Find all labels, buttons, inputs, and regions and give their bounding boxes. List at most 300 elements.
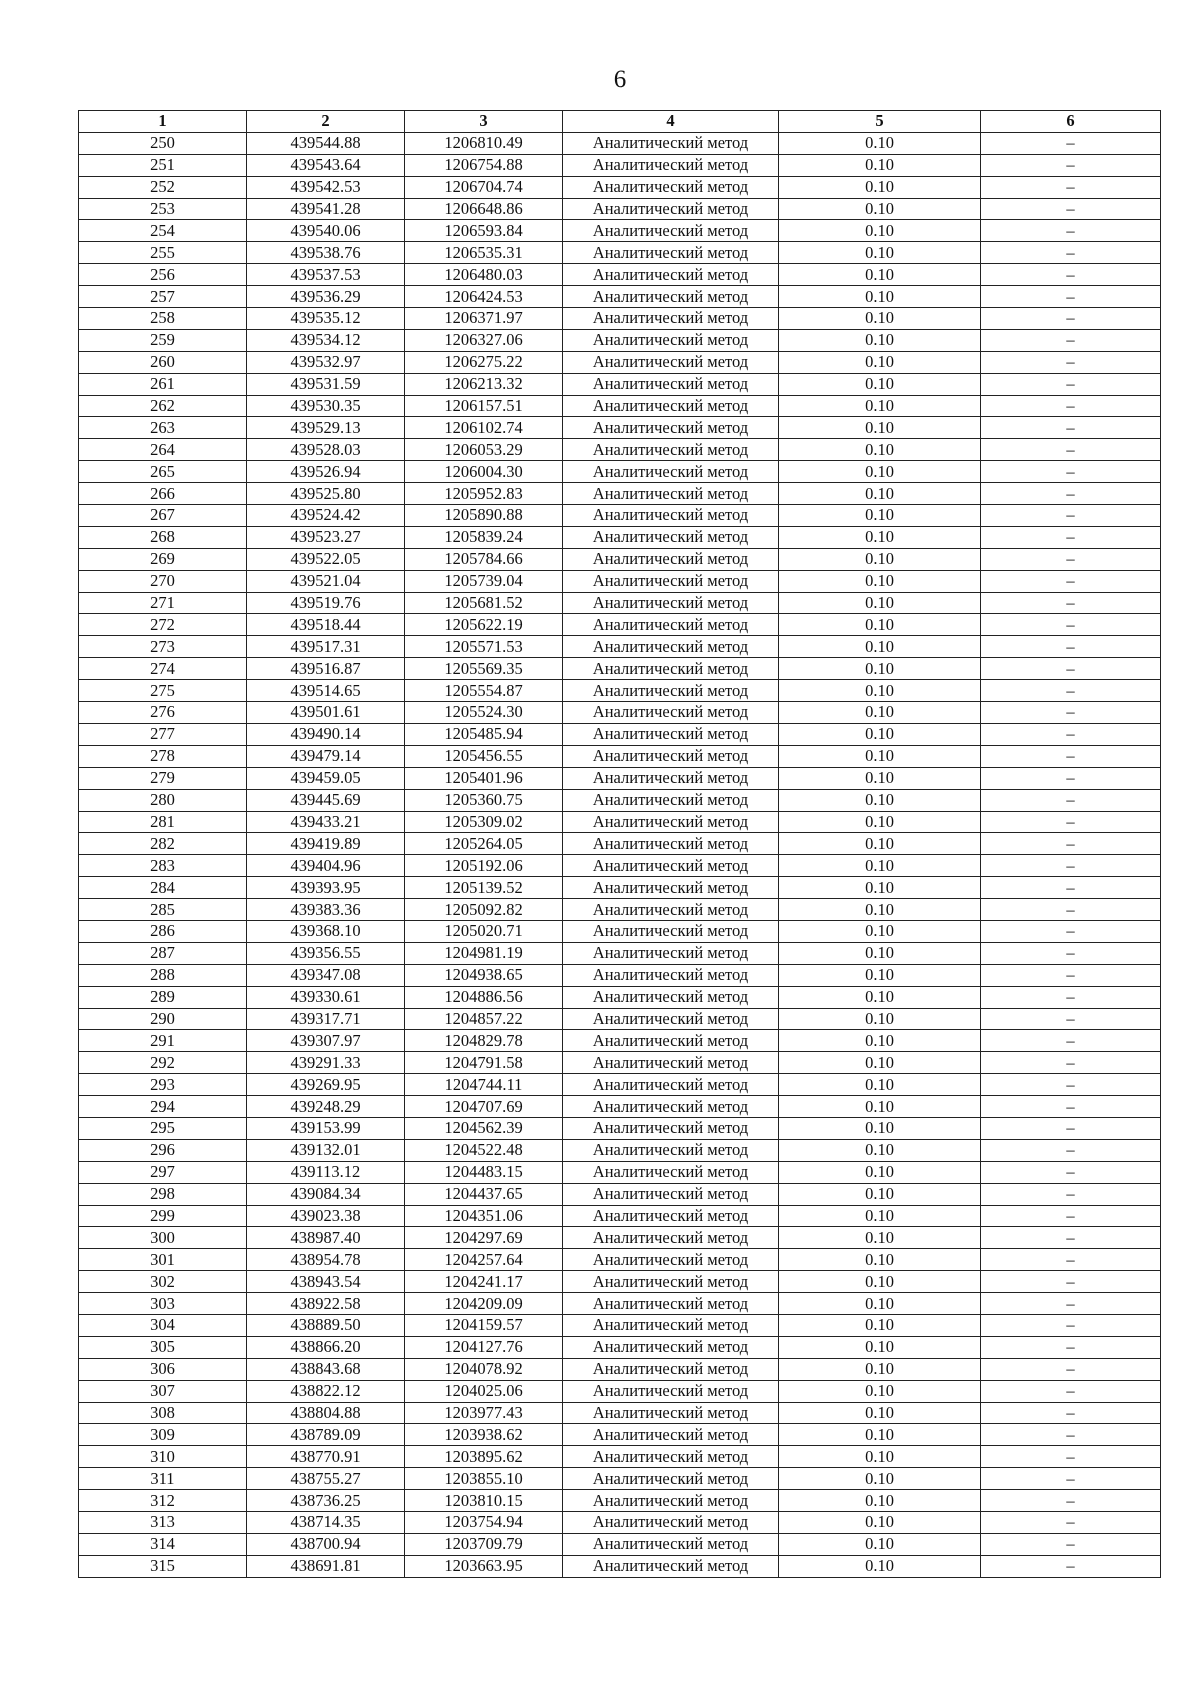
- accuracy-cell: 0.10: [779, 1249, 981, 1271]
- point-number-cell: 285: [79, 899, 247, 921]
- table-row: [79, 1074, 1161, 1096]
- method-cell: Аналитический метод: [563, 877, 779, 899]
- method-cell: Аналитический метод: [563, 1096, 779, 1118]
- table-row: [79, 1446, 1161, 1468]
- y-coordinate-cell: 1205309.02: [405, 811, 563, 833]
- accuracy-cell: 0.10: [779, 1008, 981, 1030]
- method-cell: Аналитический метод: [563, 614, 779, 636]
- y-coordinate-cell: 1204857.22: [405, 1008, 563, 1030]
- x-coordinate-cell: 438789.09: [247, 1424, 405, 1446]
- accuracy-cell: 0.10: [779, 198, 981, 220]
- x-coordinate-cell: 439544.88: [247, 132, 405, 154]
- point-number-cell: 268: [79, 526, 247, 548]
- point-number-cell: 313: [79, 1512, 247, 1534]
- method-cell: Аналитический метод: [563, 1227, 779, 1249]
- x-coordinate-cell: 438954.78: [247, 1249, 405, 1271]
- y-coordinate-cell: 1203895.62: [405, 1446, 563, 1468]
- method-cell: Аналитический метод: [563, 1402, 779, 1424]
- accuracy-cell: 0.10: [779, 242, 981, 264]
- accuracy-cell: 0.10: [779, 1402, 981, 1424]
- column-header-1: 1: [79, 111, 247, 133]
- x-coordinate-cell: 438770.91: [247, 1446, 405, 1468]
- accuracy-cell: 0.10: [779, 1358, 981, 1380]
- y-coordinate-cell: 1203754.94: [405, 1512, 563, 1534]
- point-number-cell: 292: [79, 1052, 247, 1074]
- y-coordinate-cell: 1204707.69: [405, 1096, 563, 1118]
- remark-cell: –: [981, 767, 1161, 789]
- y-coordinate-cell: 1206535.31: [405, 242, 563, 264]
- x-coordinate-cell: 439516.87: [247, 658, 405, 680]
- y-coordinate-cell: 1205571.53: [405, 636, 563, 658]
- x-coordinate-cell: 439404.96: [247, 855, 405, 877]
- table-row: [79, 1293, 1161, 1315]
- method-cell: Аналитический метод: [563, 745, 779, 767]
- method-cell: Аналитический метод: [563, 855, 779, 877]
- y-coordinate-cell: 1206480.03: [405, 264, 563, 286]
- coordinates-table-container: [78, 110, 1160, 1578]
- x-coordinate-cell: 438866.20: [247, 1336, 405, 1358]
- accuracy-cell: 0.10: [779, 373, 981, 395]
- column-header-4: 4: [563, 111, 779, 133]
- method-cell: Аналитический метод: [563, 154, 779, 176]
- table-row: [79, 877, 1161, 899]
- y-coordinate-cell: 1204351.06: [405, 1205, 563, 1227]
- remark-cell: –: [981, 964, 1161, 986]
- point-number-cell: 314: [79, 1533, 247, 1555]
- x-coordinate-cell: 438822.12: [247, 1380, 405, 1402]
- method-cell: Аналитический метод: [563, 176, 779, 198]
- remark-cell: –: [981, 1512, 1161, 1534]
- point-number-cell: 261: [79, 373, 247, 395]
- point-number-cell: 280: [79, 789, 247, 811]
- y-coordinate-cell: 1206593.84: [405, 220, 563, 242]
- accuracy-cell: 0.10: [779, 1161, 981, 1183]
- table-row: [79, 1249, 1161, 1271]
- x-coordinate-cell: 439459.05: [247, 767, 405, 789]
- remark-cell: –: [981, 1008, 1161, 1030]
- table-row: [79, 658, 1161, 680]
- method-cell: Аналитический метод: [563, 1380, 779, 1402]
- x-coordinate-cell: 439523.27: [247, 526, 405, 548]
- accuracy-cell: 0.10: [779, 220, 981, 242]
- y-coordinate-cell: 1206327.06: [405, 329, 563, 351]
- remark-cell: –: [981, 1052, 1161, 1074]
- y-coordinate-cell: 1204744.11: [405, 1074, 563, 1096]
- x-coordinate-cell: 439526.94: [247, 461, 405, 483]
- table-row: [79, 286, 1161, 308]
- point-number-cell: 258: [79, 308, 247, 330]
- accuracy-cell: 0.10: [779, 329, 981, 351]
- point-number-cell: 293: [79, 1074, 247, 1096]
- remark-cell: –: [981, 264, 1161, 286]
- method-cell: Аналитический метод: [563, 1139, 779, 1161]
- table-row: [79, 1314, 1161, 1336]
- table-row: [79, 154, 1161, 176]
- point-number-cell: 299: [79, 1205, 247, 1227]
- y-coordinate-cell: 1204025.06: [405, 1380, 563, 1402]
- remark-cell: –: [981, 1358, 1161, 1380]
- point-number-cell: 283: [79, 855, 247, 877]
- table-row: [79, 1380, 1161, 1402]
- accuracy-cell: 0.10: [779, 1030, 981, 1052]
- point-number-cell: 311: [79, 1468, 247, 1490]
- table-header: [79, 111, 1161, 133]
- y-coordinate-cell: 1205139.52: [405, 877, 563, 899]
- remark-cell: –: [981, 351, 1161, 373]
- remark-cell: –: [981, 1183, 1161, 1205]
- point-number-cell: 265: [79, 461, 247, 483]
- remark-cell: –: [981, 1249, 1161, 1271]
- method-cell: Аналитический метод: [563, 833, 779, 855]
- remark-cell: –: [981, 1490, 1161, 1512]
- accuracy-cell: 0.10: [779, 154, 981, 176]
- accuracy-cell: 0.10: [779, 1074, 981, 1096]
- accuracy-cell: 0.10: [779, 1468, 981, 1490]
- x-coordinate-cell: 439524.42: [247, 505, 405, 527]
- method-cell: Аналитический метод: [563, 308, 779, 330]
- x-coordinate-cell: 439536.29: [247, 286, 405, 308]
- table-row: [79, 505, 1161, 527]
- accuracy-cell: 0.10: [779, 1490, 981, 1512]
- accuracy-cell: 0.10: [779, 1380, 981, 1402]
- remark-cell: –: [981, 833, 1161, 855]
- remark-cell: –: [981, 658, 1161, 680]
- method-cell: Аналитический метод: [563, 1030, 779, 1052]
- remark-cell: –: [981, 198, 1161, 220]
- method-cell: Аналитический метод: [563, 789, 779, 811]
- table-row: [79, 570, 1161, 592]
- x-coordinate-cell: 438987.40: [247, 1227, 405, 1249]
- remark-cell: –: [981, 570, 1161, 592]
- y-coordinate-cell: 1206704.74: [405, 176, 563, 198]
- accuracy-cell: 0.10: [779, 548, 981, 570]
- table-row: [79, 1490, 1161, 1512]
- point-number-cell: 260: [79, 351, 247, 373]
- table-row: [79, 526, 1161, 548]
- accuracy-cell: 0.10: [779, 811, 981, 833]
- table-row: [79, 723, 1161, 745]
- method-cell: Аналитический метод: [563, 1008, 779, 1030]
- point-number-cell: 308: [79, 1402, 247, 1424]
- y-coordinate-cell: 1204886.56: [405, 986, 563, 1008]
- accuracy-cell: 0.10: [779, 920, 981, 942]
- accuracy-cell: 0.10: [779, 702, 981, 724]
- table-row: [79, 745, 1161, 767]
- accuracy-cell: 0.10: [779, 1336, 981, 1358]
- table-row: [79, 920, 1161, 942]
- point-number-cell: 304: [79, 1314, 247, 1336]
- table-row: [79, 395, 1161, 417]
- point-number-cell: 300: [79, 1227, 247, 1249]
- method-cell: Аналитический метод: [563, 548, 779, 570]
- point-number-cell: 271: [79, 592, 247, 614]
- method-cell: Аналитический метод: [563, 461, 779, 483]
- y-coordinate-cell: 1206053.29: [405, 439, 563, 461]
- method-cell: Аналитический метод: [563, 1468, 779, 1490]
- method-cell: Аналитический метод: [563, 1446, 779, 1468]
- point-number-cell: 306: [79, 1358, 247, 1380]
- y-coordinate-cell: 1205739.04: [405, 570, 563, 592]
- x-coordinate-cell: 439514.65: [247, 680, 405, 702]
- y-coordinate-cell: 1206424.53: [405, 286, 563, 308]
- y-coordinate-cell: 1206648.86: [405, 198, 563, 220]
- method-cell: Аналитический метод: [563, 723, 779, 745]
- remark-cell: –: [981, 176, 1161, 198]
- accuracy-cell: 0.10: [779, 395, 981, 417]
- x-coordinate-cell: 439368.10: [247, 920, 405, 942]
- method-cell: Аналитический метод: [563, 483, 779, 505]
- table-row: [79, 1402, 1161, 1424]
- x-coordinate-cell: 439356.55: [247, 942, 405, 964]
- table-row: [79, 986, 1161, 1008]
- point-number-cell: 297: [79, 1161, 247, 1183]
- point-number-cell: 315: [79, 1555, 247, 1577]
- remark-cell: –: [981, 1074, 1161, 1096]
- table-row: [79, 351, 1161, 373]
- x-coordinate-cell: 439248.29: [247, 1096, 405, 1118]
- accuracy-cell: 0.10: [779, 351, 981, 373]
- method-cell: Аналитический метод: [563, 417, 779, 439]
- table-row: [79, 548, 1161, 570]
- accuracy-cell: 0.10: [779, 1533, 981, 1555]
- table-row: [79, 132, 1161, 154]
- point-number-cell: 302: [79, 1271, 247, 1293]
- table-row: [79, 242, 1161, 264]
- y-coordinate-cell: 1203855.10: [405, 1468, 563, 1490]
- point-number-cell: 305: [79, 1336, 247, 1358]
- y-coordinate-cell: 1204297.69: [405, 1227, 563, 1249]
- point-number-cell: 259: [79, 329, 247, 351]
- table-row: [79, 417, 1161, 439]
- y-coordinate-cell: 1204562.39: [405, 1117, 563, 1139]
- accuracy-cell: 0.10: [779, 986, 981, 1008]
- remark-cell: –: [981, 702, 1161, 724]
- remark-cell: –: [981, 1555, 1161, 1577]
- remark-cell: –: [981, 723, 1161, 745]
- point-number-cell: 282: [79, 833, 247, 855]
- method-cell: Аналитический метод: [563, 1512, 779, 1534]
- accuracy-cell: 0.10: [779, 1512, 981, 1534]
- remark-cell: –: [981, 154, 1161, 176]
- method-cell: Аналитический метод: [563, 1271, 779, 1293]
- page-number: 6: [613, 66, 627, 93]
- accuracy-cell: 0.10: [779, 505, 981, 527]
- x-coordinate-cell: 438943.54: [247, 1271, 405, 1293]
- accuracy-cell: 0.10: [779, 964, 981, 986]
- y-coordinate-cell: 1205264.05: [405, 833, 563, 855]
- remark-cell: –: [981, 789, 1161, 811]
- accuracy-cell: 0.10: [779, 417, 981, 439]
- accuracy-cell: 0.10: [779, 767, 981, 789]
- y-coordinate-cell: 1204241.17: [405, 1271, 563, 1293]
- y-coordinate-cell: 1206157.51: [405, 395, 563, 417]
- remark-cell: –: [981, 373, 1161, 395]
- table-body: [79, 132, 1161, 1577]
- accuracy-cell: 0.10: [779, 942, 981, 964]
- y-coordinate-cell: 1205569.35: [405, 658, 563, 680]
- x-coordinate-cell: 439347.08: [247, 964, 405, 986]
- y-coordinate-cell: 1204437.65: [405, 1183, 563, 1205]
- x-coordinate-cell: 439317.71: [247, 1008, 405, 1030]
- table-row: [79, 461, 1161, 483]
- table-row: [79, 1030, 1161, 1052]
- table-row: [79, 329, 1161, 351]
- accuracy-cell: 0.10: [779, 264, 981, 286]
- x-coordinate-cell: 439518.44: [247, 614, 405, 636]
- x-coordinate-cell: 439330.61: [247, 986, 405, 1008]
- x-coordinate-cell: 439525.80: [247, 483, 405, 505]
- remark-cell: –: [981, 1446, 1161, 1468]
- method-cell: Аналитический метод: [563, 395, 779, 417]
- method-cell: Аналитический метод: [563, 198, 779, 220]
- table-row: [79, 1336, 1161, 1358]
- method-cell: Аналитический метод: [563, 264, 779, 286]
- table-row: [79, 439, 1161, 461]
- accuracy-cell: 0.10: [779, 1271, 981, 1293]
- accuracy-cell: 0.10: [779, 308, 981, 330]
- remark-cell: –: [981, 1096, 1161, 1118]
- remark-cell: –: [981, 1468, 1161, 1490]
- y-coordinate-cell: 1205784.66: [405, 548, 563, 570]
- point-number-cell: 286: [79, 920, 247, 942]
- x-coordinate-cell: 439542.53: [247, 176, 405, 198]
- accuracy-cell: 0.10: [779, 833, 981, 855]
- table-row: [79, 1139, 1161, 1161]
- accuracy-cell: 0.10: [779, 789, 981, 811]
- method-cell: Аналитический метод: [563, 1117, 779, 1139]
- point-number-cell: 310: [79, 1446, 247, 1468]
- point-number-cell: 307: [79, 1380, 247, 1402]
- x-coordinate-cell: 438691.81: [247, 1555, 405, 1577]
- y-coordinate-cell: 1205401.96: [405, 767, 563, 789]
- table-row: [79, 614, 1161, 636]
- remark-cell: –: [981, 1205, 1161, 1227]
- accuracy-cell: 0.10: [779, 855, 981, 877]
- remark-cell: –: [981, 417, 1161, 439]
- point-number-cell: 255: [79, 242, 247, 264]
- y-coordinate-cell: 1204127.76: [405, 1336, 563, 1358]
- method-cell: Аналитический метод: [563, 1490, 779, 1512]
- table-row: [79, 942, 1161, 964]
- x-coordinate-cell: 439521.04: [247, 570, 405, 592]
- point-number-cell: 251: [79, 154, 247, 176]
- point-number-cell: 253: [79, 198, 247, 220]
- x-coordinate-cell: 439534.12: [247, 329, 405, 351]
- x-coordinate-cell: 439393.95: [247, 877, 405, 899]
- method-cell: Аналитический метод: [563, 1314, 779, 1336]
- remark-cell: –: [981, 505, 1161, 527]
- method-cell: Аналитический метод: [563, 329, 779, 351]
- point-number-cell: 252: [79, 176, 247, 198]
- remark-cell: –: [981, 1161, 1161, 1183]
- table-row: [79, 220, 1161, 242]
- accuracy-cell: 0.10: [779, 680, 981, 702]
- point-number-cell: 303: [79, 1293, 247, 1315]
- method-cell: Аналитический метод: [563, 220, 779, 242]
- y-coordinate-cell: 1204078.92: [405, 1358, 563, 1380]
- accuracy-cell: 0.10: [779, 614, 981, 636]
- table-row: [79, 1227, 1161, 1249]
- x-coordinate-cell: 439113.12: [247, 1161, 405, 1183]
- accuracy-cell: 0.10: [779, 877, 981, 899]
- table-row: [79, 198, 1161, 220]
- method-cell: Аналитический метод: [563, 570, 779, 592]
- table-row: [79, 789, 1161, 811]
- y-coordinate-cell: 1205092.82: [405, 899, 563, 921]
- point-number-cell: 254: [79, 220, 247, 242]
- remark-cell: –: [981, 1271, 1161, 1293]
- coordinates-table: [78, 110, 1161, 1578]
- remark-cell: –: [981, 286, 1161, 308]
- accuracy-cell: 0.10: [779, 1117, 981, 1139]
- method-cell: Аналитический метод: [563, 1074, 779, 1096]
- method-cell: Аналитический метод: [563, 1052, 779, 1074]
- x-coordinate-cell: 439540.06: [247, 220, 405, 242]
- x-coordinate-cell: 438736.25: [247, 1490, 405, 1512]
- y-coordinate-cell: 1205839.24: [405, 526, 563, 548]
- method-cell: Аналитический метод: [563, 526, 779, 548]
- x-coordinate-cell: 439307.97: [247, 1030, 405, 1052]
- table-row: [79, 811, 1161, 833]
- point-number-cell: 284: [79, 877, 247, 899]
- y-coordinate-cell: 1205360.75: [405, 789, 563, 811]
- x-coordinate-cell: 438714.35: [247, 1512, 405, 1534]
- table-row: [79, 680, 1161, 702]
- table-row: [79, 1424, 1161, 1446]
- method-cell: Аналитический метод: [563, 986, 779, 1008]
- remark-cell: –: [981, 636, 1161, 658]
- remark-cell: –: [981, 395, 1161, 417]
- method-cell: Аналитический метод: [563, 592, 779, 614]
- x-coordinate-cell: 439529.13: [247, 417, 405, 439]
- table-row: [79, 1271, 1161, 1293]
- remark-cell: –: [981, 526, 1161, 548]
- method-cell: Аналитический метод: [563, 1336, 779, 1358]
- table-row: [79, 1117, 1161, 1139]
- accuracy-cell: 0.10: [779, 1096, 981, 1118]
- method-cell: Аналитический метод: [563, 373, 779, 395]
- x-coordinate-cell: 439535.12: [247, 308, 405, 330]
- method-cell: Аналитический метод: [563, 132, 779, 154]
- remark-cell: –: [981, 483, 1161, 505]
- method-cell: Аналитический метод: [563, 351, 779, 373]
- x-coordinate-cell: 439532.97: [247, 351, 405, 373]
- table-row: [79, 1555, 1161, 1577]
- method-cell: Аналитический метод: [563, 1249, 779, 1271]
- accuracy-cell: 0.10: [779, 1227, 981, 1249]
- y-coordinate-cell: 1205456.55: [405, 745, 563, 767]
- table-row: [79, 1161, 1161, 1183]
- accuracy-cell: 0.10: [779, 526, 981, 548]
- table-row: [79, 176, 1161, 198]
- x-coordinate-cell: 439530.35: [247, 395, 405, 417]
- x-coordinate-cell: 439084.34: [247, 1183, 405, 1205]
- method-cell: Аналитический метод: [563, 1205, 779, 1227]
- method-cell: Аналитический метод: [563, 505, 779, 527]
- method-cell: Аналитический метод: [563, 636, 779, 658]
- x-coordinate-cell: 439490.14: [247, 723, 405, 745]
- method-cell: Аналитический метод: [563, 1161, 779, 1183]
- x-coordinate-cell: 439531.59: [247, 373, 405, 395]
- point-number-cell: 290: [79, 1008, 247, 1030]
- y-coordinate-cell: 1204257.64: [405, 1249, 563, 1271]
- method-cell: Аналитический метод: [563, 1555, 779, 1577]
- point-number-cell: 291: [79, 1030, 247, 1052]
- method-cell: Аналитический метод: [563, 899, 779, 921]
- y-coordinate-cell: 1206275.22: [405, 351, 563, 373]
- x-coordinate-cell: 439522.05: [247, 548, 405, 570]
- accuracy-cell: 0.10: [779, 636, 981, 658]
